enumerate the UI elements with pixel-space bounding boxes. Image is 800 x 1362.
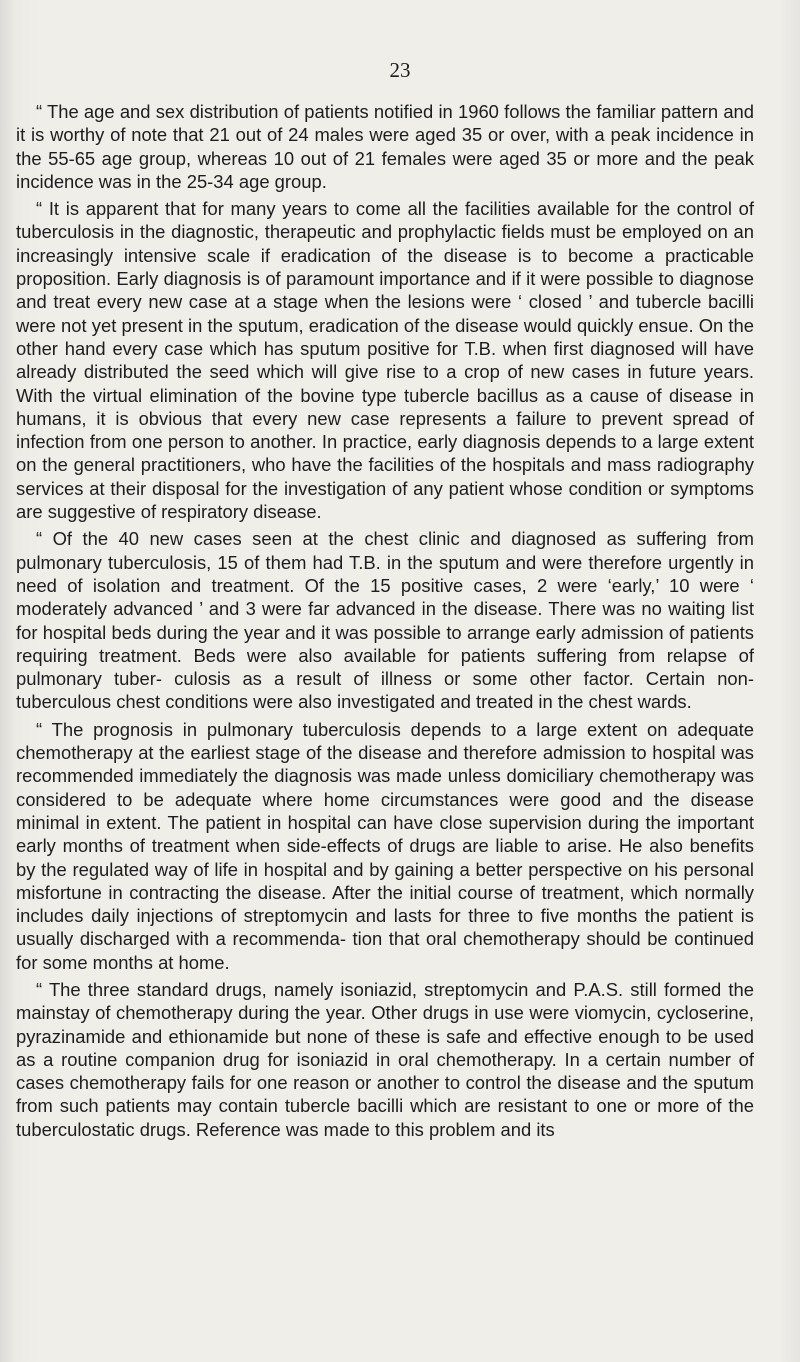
paragraph-prognosis-chemotherapy: “ The prognosis in pulmonary tuberculosis depends to a large extent on adequate chemotherapy at the earliest stage of the disease and therefore admission to hospital was recommended immediately the diagnosis was made unless domiciliary chemotherapy was considered to be adequate where home circumstances were good and the disease minimal in extent. The patient in hospital can have close supervision during the important early months of treatment when side-effects of drugs are liable to arise. He also benefits by the regulated way of life in hospital and by gaining a better perspective on his personal misfortune in contracting the disease. After the initial course of treatment, which normally includes daily injections of streptomycin and lasts for three to five months the patient is usually discharged with a recommenda- tion that oral chemotherapy should be continued for some months at home. [16,718,754,973]
body-text [16,100,754,1145]
paragraph-new-cases-chest-clinic: “ Of the 40 new cases seen at the chest clinic and diagnosed as suffering from pulmonary tuberculosis, 15 of them had T.B. in the sputum and were therefore urgently in need of isolation and treatment. Of the 15 positive cases, 2 were ‘early,’ 10 were ‘ moderately advanced ’ and 3 were far advanced in the disease. There was no waiting list for hospital beds during the year and it was possible to arrange early admission of patients requiring treatment. Beds were also available for patients suffering from relapse of pulmonary tuber- culosis as a result of illness or some other factor. Certain non-tuberculous chest conditions were also investigated and treated in the chest wards. [16,528,754,713]
paragraph-standard-drugs: “ The three standard drugs, namely isoniazid, streptomycin and P.A.S. still formed the mainstay of chemotherapy during the year. Other drugs in use were viomycin, cycloserine, pyrazinamide and ethionamide but none of these is safe and effective enough to be used as a routine companion drug for isoniazid in oral chemotherapy. In a certain number of cases chemotherapy fails for one reason or another to control the disease and the sputum from such patients may contain tubercle bacilli which are resistant to one or more of the tuberculostatic drugs. Reference was made to this problem and its [16,978,754,1140]
page-number: 23 [389,58,411,82]
paragraph-age-sex-distribution: “ The age and sex distribution of patients notified in 1960 follows the familiar pattern and it is worthy of note that 21 out of 24 males were aged 35 or over, with a peak incidence in the 55-65 age group, whereas 10 out of 21 females were aged 35 or more and the peak incidence was in the 25-34 age group. [16,101,754,192]
paragraph-early-diagnosis: “ It is apparent that for many years to come all the facilities available for the control of tuberculosis in the diagnostic, therapeutic and prophylactic fields must be employed on an increasingly intensive scale if eradication of the disease is to become a practicable proposition. Early diagnosis is of paramount importance and if it were possible to diagnose and treat every new case at a stage when the lesions were ‘ closed ’ and tubercle bacilli were not yet present in the sputum, eradication of the disease would quickly ensue. On the other hand every case which has sputum positive for T.B. when first diagnosed will have already distributed the seed which will give rise to a crop of new cases in future years. With the virtual elimination of the bovine type tubercle bacillus as a cause of disease in humans, it is obvious that every new case represents a failure to prevent spread of infection from one person to another. In practice, early diagnosis depends to a large extent on the general practitioners, who have the facilities of the hospitals and mass radiography services at their disposal for the investigation of any patient whose condition or symptoms are suggestive of respiratory disease. [16,198,754,523]
